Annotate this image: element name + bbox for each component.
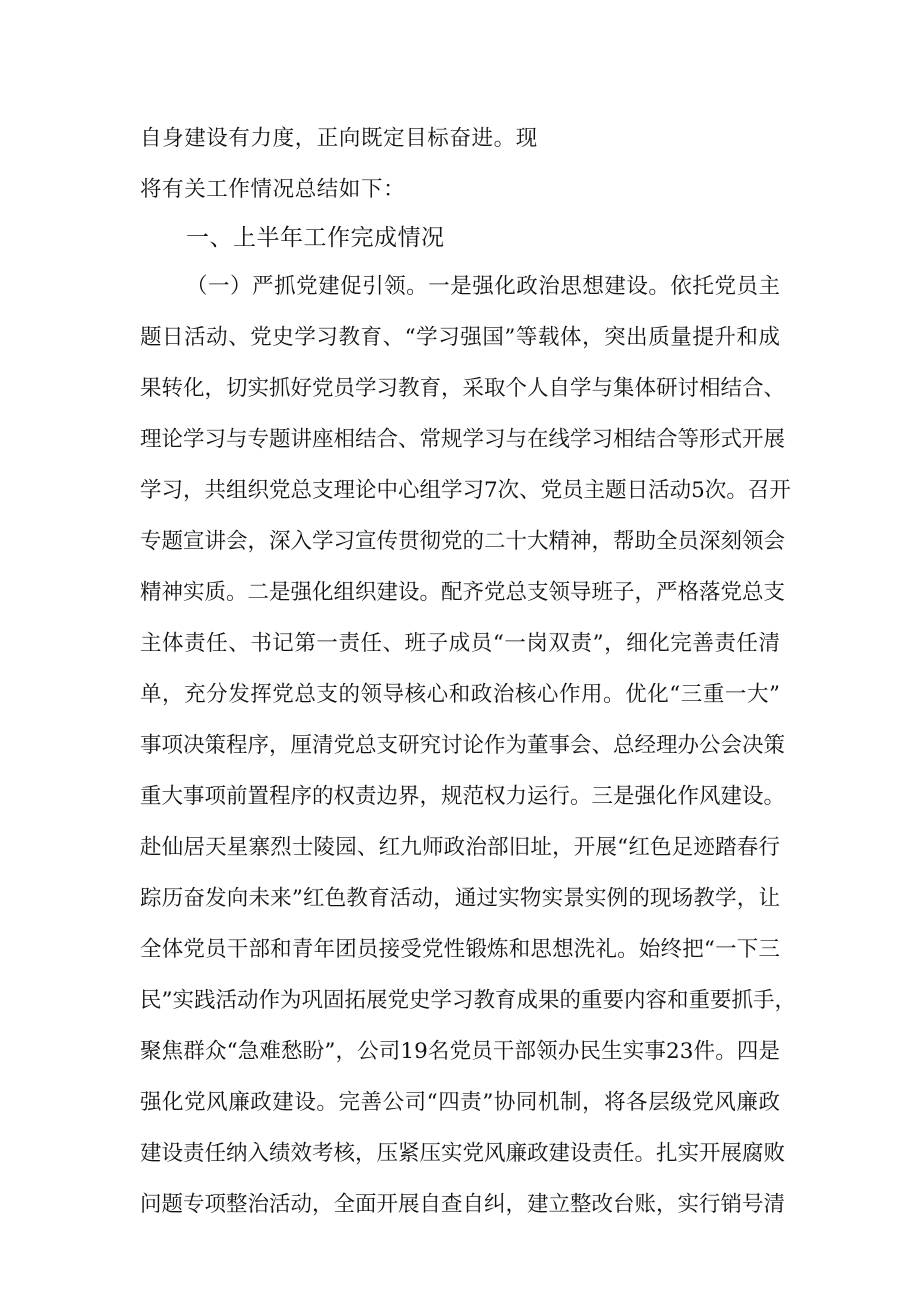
body-line: 精神实质。二是强化组织建设。配齐党总支领导班子，严格落党总支 bbox=[140, 580, 786, 605]
body-line: 聚焦群众“急难愁盼”，公司19名党员干部领办民生实事23件。四是 bbox=[140, 1039, 780, 1064]
body-line: 问题专项整治活动，全面开展自查自纠，建立整改台账，实行销号清 bbox=[140, 1192, 786, 1217]
body-line: 重大事项前置程序的权责边界，规范权力运行。三是强化作风建设。 bbox=[140, 784, 786, 809]
body-line: 建设责任纳入绩效考核，压紧压实党风廉政建设责任。扎实开展腐败 bbox=[140, 1141, 786, 1166]
body-line: 主体责任、书记第一责任、班子成员“一岗双责”，细化完善责任清 bbox=[140, 631, 780, 656]
body-line: 题日活动、党史学习教育、“学习强国”等载体，突出质量提升和成 bbox=[140, 325, 780, 350]
intro-line: 将有关工作情况总结如下： bbox=[140, 177, 406, 202]
body-line: 专题宣讲会，深入学习宣传贯彻党的二十大精神，帮助全员深刻领会 bbox=[140, 529, 786, 554]
body-line: 强化党风廉政建设。完善公司“四责”协同机制，将各层级党风廉政 bbox=[140, 1090, 780, 1115]
body-line: 踪历奋发向未来”红色教育活动，通过实物实景实例的现场教学，让 bbox=[140, 886, 780, 911]
body-line: 学习，共组织党总支理论中心组学习7次、党员主题日活动5次。召开 bbox=[140, 478, 791, 503]
body-line: 果转化，切实抓好党员学习教育，采取个人自学与集体研讨相结合、 bbox=[140, 376, 786, 401]
body-line: 全体党员干部和青年团员接受党性锻炼和思想洗礼。始终把“一下三 bbox=[140, 937, 780, 962]
body-line: 单，充分发挥党总支的领导核心和政治核心作用。优化“三重一大” bbox=[140, 682, 780, 707]
body-line: 理论学习与专题讲座相结合、常规学习与在线学习相结合等形式开展 bbox=[140, 427, 786, 452]
section-heading: 一、上半年工作完成情况 bbox=[186, 225, 445, 251]
intro-line: 自身建设有力度，正向既定目标奋进。现 bbox=[140, 126, 538, 151]
body-line: 赴仙居天星寨烈士陵园、红九师政治部旧址，开展“红色足迹踏春行 bbox=[140, 835, 780, 860]
body-line: （一）严抓党建促引领。一是强化政治思想建设。依托党员主 bbox=[186, 274, 780, 299]
body-line: 事项决策程序，厘清党总支研究讨论作为董事会、总经理办公会决策 bbox=[140, 733, 786, 758]
body-line: 民”实践活动作为巩固拓展党史学习教育成果的重要内容和重要抓手， bbox=[140, 988, 796, 1013]
